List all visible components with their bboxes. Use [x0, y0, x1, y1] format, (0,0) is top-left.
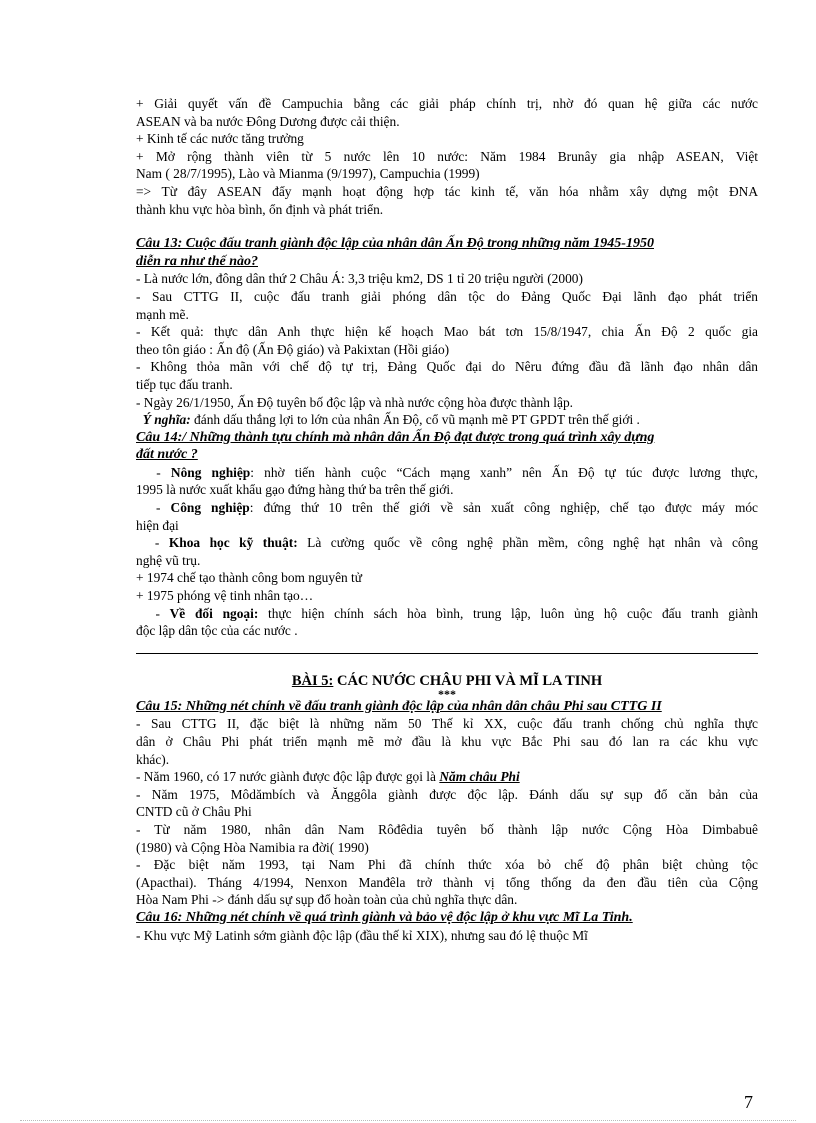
text-line: - Đặc biệt năm 1993, tại Nam Phi đã chính thức xóa bỏ chế độ phân biệt chủng tộc — [136, 857, 758, 873]
highlight-term: Năm châu Phi — [439, 769, 520, 785]
topic-label: Khoa học kỹ thuật: — [168, 535, 298, 551]
text-line: - Khu vực Mỹ Latinh sớm giành độc lập (đầu thế kỉ XIX), nhưng sau đó lệ thuộc Mĩ — [136, 927, 588, 943]
text-line: mạnh mẽ. — [136, 306, 189, 322]
text-line: - Năm 1975, Môdămbích và Ănggôla giành được độc lập. Đánh dấu sự sụp đổ căn bản của — [136, 786, 758, 802]
text-line: - Kết quả: thực dân Anh thực hiện kế hoạch Mao bát tơn 15/8/1947, chia Ấn Độ 2 quốc gia — [136, 324, 758, 340]
question-15 — [136, 698, 758, 909]
question-13 — [136, 235, 758, 429]
question-title: Câu 15: Những nét chính về đấu tranh giành độc lập của nhân dân châu Phi sau CTTG II — [136, 698, 662, 714]
section-divider — [136, 653, 758, 654]
lesson-stars: *** — [438, 686, 456, 701]
page-bottom-border — [20, 1120, 796, 1121]
text-line: (Apacthai). Tháng 4/1994, Nenxon Manđêla trở thành vị tổng thống da đen đầu tiên của Cộng — [136, 874, 758, 890]
text-line: - Từ năm 1980, nhân dân Nam Rôđêdia tuyên bố thành lập nước Cộng Hòa Dimbabuê — [136, 821, 758, 837]
text-line: + Mở rộng thành viên từ 5 nước lên 10 nước: Năm 1984 Brunây gia nhập ASEAN, Việt — [136, 148, 758, 164]
text-line: dân ở Châu Phi phát triển mạnh mẽ mở đầu là khu vực Bắc Phi sau đó lan ra các khu vực — [136, 734, 758, 749]
question-title: Câu 14:/ Những thành tựu chính mà nhân dân Ấn Độ đạt được trong quá trình xây dựng — [136, 429, 655, 445]
spacer — [136, 218, 758, 235]
text-line: (1980) và Cộng Hòa Namibia ra đời( 1990) — [136, 839, 369, 855]
text-line: - Khoa học kỹ thuật: Là cường quốc về công nghệ phần mềm, công nghệ hạt nhân và công — [136, 535, 758, 551]
topic-text: Là cường quốc về công nghệ phần mềm, công nghệ hạt nhân và công — [297, 535, 758, 551]
text-line: + 1974 chế tạo thành công bom nguyên tử — [136, 570, 363, 586]
text-line: + Giải quyết vấn đề Campuchia bằng các giải pháp chính trị, nhờ đó quan hệ giữa các nước — [136, 96, 758, 111]
topic-text: : nhờ tiến hành cuộc “Cách mạng xanh” nên Ấn Độ tự túc được lương thực, — [250, 464, 758, 480]
topic-text: : đứng thứ 10 trên thế giới về sản xuất công nghiệp, chế tạo được máy móc — [249, 500, 758, 516]
meaning-label: Ý nghĩa: — [142, 412, 191, 428]
text-line: - Ngày 26/1/1950, Ấn Độ tuyên bố độc lập và nhà nước cộng hòa được thành lập. — [136, 394, 573, 410]
text-line: - Không thỏa mãn với chế độ tự trị, Đảng Quốc đại do Nêru đứng đầu đã lãnh đạo nhân dân — [136, 359, 758, 375]
lesson-prefix: BÀI 5: — [291, 672, 334, 689]
question-title: diễn ra như thế nào? — [136, 253, 258, 269]
text-line: Nam ( 28/7/1995), Lào và Mianma (9/1997), Campuchia (1999) — [136, 166, 480, 182]
question-14 — [136, 429, 758, 640]
page-number: 7 — [744, 1092, 753, 1112]
text-line: => Từ đây ASEAN đẩy mạnh hoạt động hợp tác kinh tế, văn hóa nhằm xây dựng một ĐNA — [136, 183, 758, 199]
document-body — [136, 95, 758, 944]
text-line: + Kinh tế các nước tăng trưởng — [136, 131, 304, 147]
text-line — [136, 768, 758, 786]
lesson-name: CÁC NƯỚC CHÂU PHI VÀ MĨ LA TINH — [333, 672, 603, 689]
meaning-text: đánh dấu thắng lợi to lớn của nhân Ấn Độ, cổ vũ mạnh mẽ PT GPDT trên thế giới . — [190, 412, 640, 428]
meaning-line — [136, 411, 758, 429]
text-line: nghệ vũ trụ. — [136, 552, 201, 568]
text-line: - Về đối ngoại: thực hiện chính sách hòa bình, trung lập, luôn ủng hộ cuộc đấu tranh giành — [136, 605, 758, 621]
text-line: khác). — [136, 751, 170, 767]
asean-section — [136, 95, 758, 218]
question-title: đất nước ? — [136, 447, 198, 463]
text-line: tiếp tục đấu tranh. — [136, 376, 233, 392]
topic-label: Về đối ngoại: — [169, 605, 259, 621]
text-line: thành khu vực hòa bình, ổn định và phát triển. — [136, 201, 384, 217]
text-line: 1995 là nước xuất khẩu gạo đứng hàng thứ ba trên thế giới. — [136, 482, 454, 498]
question-16 — [136, 909, 758, 944]
question-title: Câu 16: Những nét chính về quá trình giành và bảo vệ độc lập ở khu vực Mĩ La Tinh. — [136, 909, 633, 925]
text-line: hiện đại — [136, 517, 179, 533]
text-line: Hòa Nam Phi -> đánh dấu sự sụp đổ hoàn toàn của chủ nghĩa thực dân. — [136, 892, 518, 908]
text-line: + 1975 phóng vệ tinh nhân tạo… — [136, 588, 314, 604]
text-fragment: - Năm 1960, có 17 nước giành được độc lập được gọi là — [136, 769, 440, 785]
text-line: theo tôn giáo : Ấn độ (Ấn Độ giáo) và Pakixtan (Hồi giáo) — [136, 341, 450, 357]
text-line: - Nông nghiệp: nhờ tiến hành cuộc “Cách mạng xanh” nên Ấn Độ tự túc được lương thực, — [136, 464, 758, 480]
topic-label: Công nghiệp — [170, 500, 250, 516]
question-title: Câu 13: Cuộc đấu tranh giành độc lập của nhân dân Ấn Độ trong những năm 1945-1950 — [136, 236, 654, 252]
text-line: - Sau CTTG II, cuộc đấu tranh giải phóng dân tộc do Đảng Quốc Đại lãnh đạo phát triển — [136, 288, 758, 304]
text-line: ASEAN và ba nước Đông Dương được cải thiện. — [136, 113, 400, 129]
text-line: - Sau CTTG II, đặc biệt là những năm 50 Thế kỉ XX, cuộc đấu tranh chống chủ nghĩa thực — [136, 716, 758, 732]
text-line: CNTD cũ ở Châu Phi — [136, 804, 252, 820]
topic-text: thực hiện chính sách hòa bình, trung lập, luôn ủng hộ cuộc đấu tranh giành — [258, 605, 758, 621]
text-line: - Là nước lớn, đông dân thứ 2 Châu Á: 3,3 triệu km2, DS 1 tỉ 20 triệu người (2000) — [136, 271, 583, 287]
topic-label: Nông nghiệp — [170, 464, 251, 480]
text-line: độc lập dân tộc của các nước . — [136, 623, 298, 639]
text-line: - Công nghiệp: đứng thứ 10 trên thế giới về sản xuất công nghiệp, chế tạo được máy móc — [136, 500, 758, 516]
